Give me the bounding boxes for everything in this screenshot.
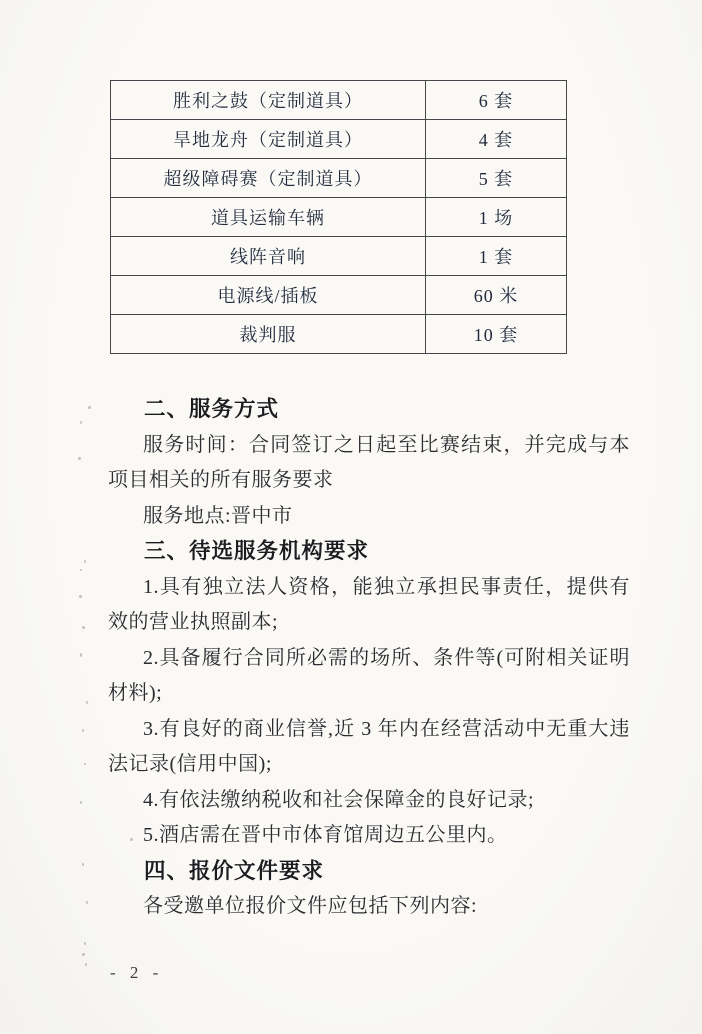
- scan-speckle: [86, 701, 88, 704]
- paragraph-service-time: 服务时间：合同签订之日起至比赛结束，并完成与本项目相关的所有服务要求: [108, 433, 630, 491]
- requirement-item-3: 3.有良好的商业信誉,近 3 年内在经营活动中无重大违法记录(信用中国);: [108, 717, 630, 775]
- quantity-cell: 5 套: [426, 159, 567, 198]
- item-cell: 道具运输车辆: [111, 198, 426, 237]
- scan-speckle: [82, 953, 85, 956]
- item-cell: 线阵音响: [111, 237, 426, 276]
- item-cell: 胜利之鼓（定制道具）: [111, 81, 426, 120]
- quantity-cell: 1 场: [426, 198, 567, 237]
- table-row: [111, 120, 567, 159]
- scan-speckle: [86, 901, 88, 904]
- table-row: [111, 198, 567, 237]
- scan-speckle: [78, 457, 81, 460]
- quantity-cell: 60 米: [426, 276, 567, 315]
- item-cell: 超级障碍赛（定制道具）: [111, 159, 426, 198]
- scan-speckle: [82, 729, 84, 732]
- quantity-cell: 10 套: [426, 315, 567, 354]
- scan-speckle: [80, 653, 82, 657]
- requirement-item-5: 5.酒店需在晋中市体育馆周边五公里内。: [143, 824, 508, 846]
- scan-speckle: [84, 560, 86, 563]
- scan-speckle: [82, 626, 85, 629]
- quantity-cell: 6 套: [426, 81, 567, 120]
- requirement-item-4: 4.有依法缴纳税收和社会保障金的良好记录;: [143, 788, 535, 811]
- table-row: [111, 315, 567, 354]
- scan-speckle: [130, 838, 133, 841]
- scan-speckle: [79, 595, 82, 598]
- table-row: [111, 237, 567, 276]
- paragraph-quotation-intro: 各受邀单位报价文件应包括下列内容:: [143, 895, 478, 917]
- scan-speckle: [82, 863, 84, 866]
- scan-speckle: [80, 569, 82, 571]
- scan-speckle: [80, 421, 82, 424]
- scan-speckle: [85, 963, 87, 966]
- item-cell: 旱地龙舟（定制道具）: [111, 120, 426, 159]
- page-number: - 2 -: [110, 963, 164, 982]
- section-heading-quotation-requirements: 四、报价文件要求: [144, 858, 325, 883]
- table-row: [111, 159, 567, 198]
- item-cell: 裁判服: [111, 315, 426, 354]
- quantity-cell: 4 套: [426, 120, 567, 159]
- item-cell: 电源线/插板: [111, 276, 426, 315]
- equipment-quantity-table: [110, 80, 567, 354]
- scan-speckle: [84, 763, 86, 765]
- scan-speckle: [80, 801, 82, 804]
- table-row: [111, 81, 567, 120]
- paragraph-service-location: 服务地点:晋中市: [143, 504, 293, 527]
- quantity-cell: 1 套: [426, 237, 567, 276]
- requirement-item-1: 1.具有独立法人资格，能独立承担民事责任，提供有效的营业执照副本;: [108, 575, 630, 633]
- document-body: [108, 392, 630, 925]
- table-row: [111, 276, 567, 315]
- scan-speckle: [84, 942, 86, 945]
- requirement-item-2: 2.具备履行合同所必需的场所、条件等(可附相关证明材料);: [108, 646, 630, 704]
- scan-speckle: [88, 406, 91, 409]
- section-heading-service-method: 二、服务方式: [144, 397, 280, 421]
- section-heading-provider-requirements: 三、待选服务机构要求: [144, 539, 370, 563]
